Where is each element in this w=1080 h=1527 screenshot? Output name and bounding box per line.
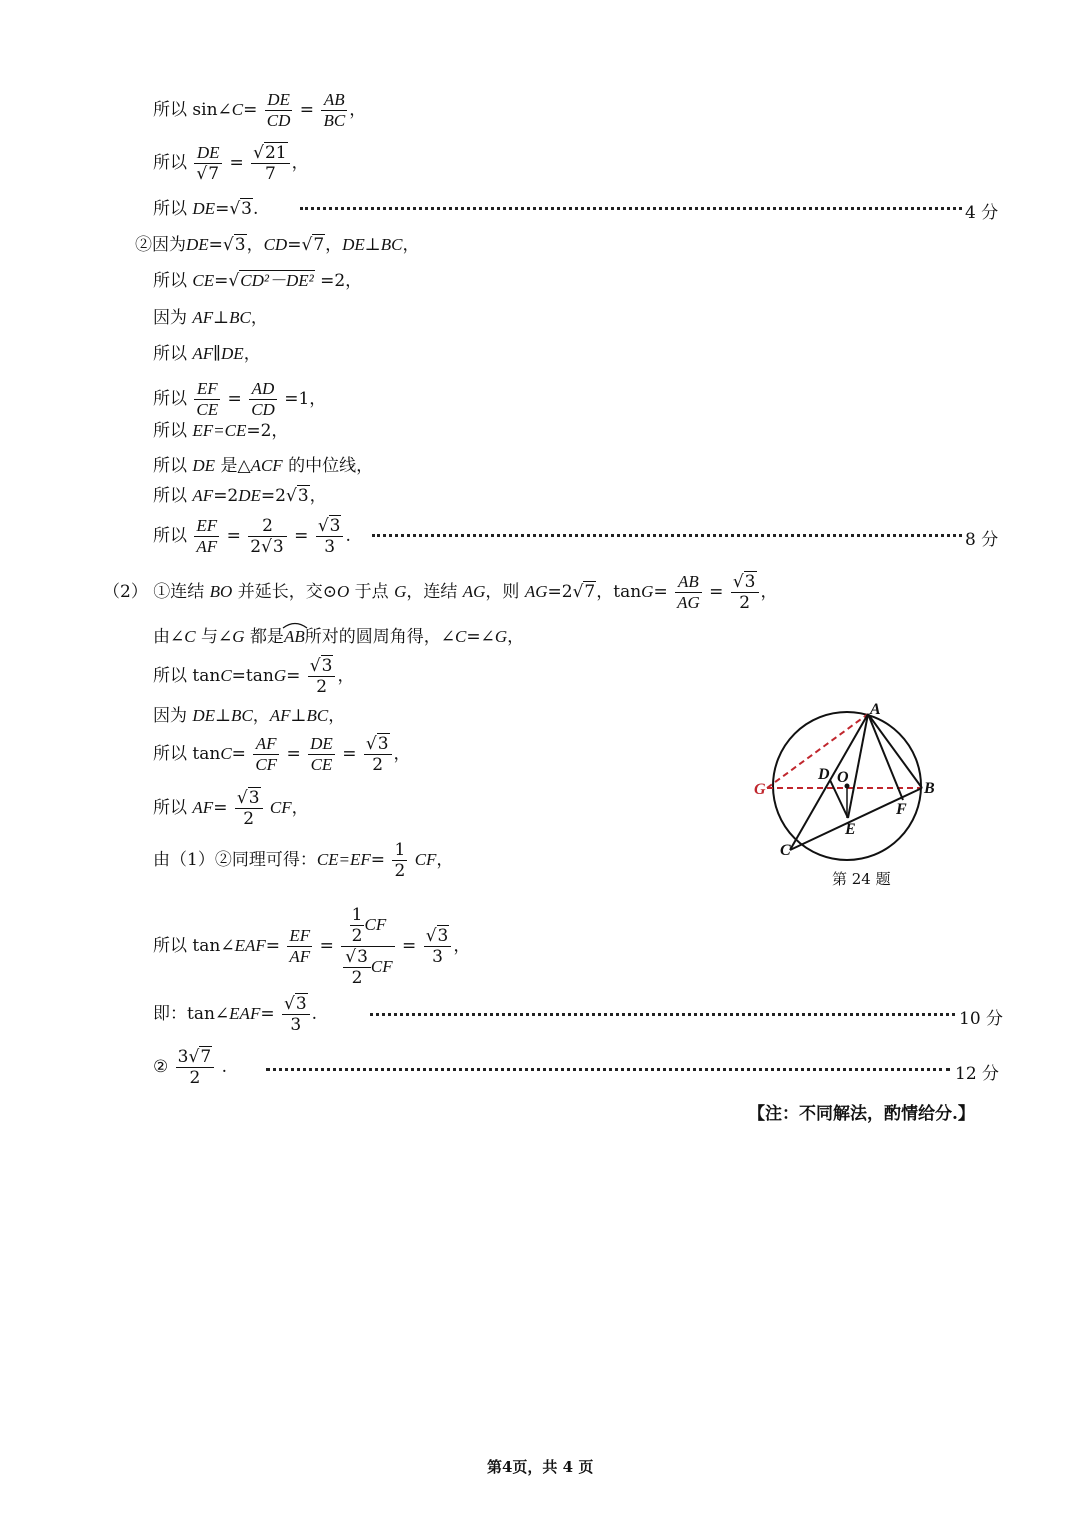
fraction bbox=[424, 926, 452, 967]
var: DE bbox=[186, 235, 209, 254]
line-12 bbox=[153, 516, 351, 557]
line-5 bbox=[153, 270, 362, 292]
radicand: 3 bbox=[437, 926, 449, 946]
radicand: 3 bbox=[248, 788, 260, 808]
var: DE bbox=[192, 199, 216, 218]
numerator bbox=[176, 1047, 215, 1068]
radicand: 3 bbox=[295, 994, 307, 1014]
sqrt: √3 bbox=[236, 788, 260, 808]
text: =tan bbox=[231, 666, 274, 686]
var: EAF bbox=[234, 936, 266, 955]
denominator: 3 bbox=[324, 537, 336, 557]
denominator: CD bbox=[266, 111, 291, 130]
var: G bbox=[232, 627, 245, 646]
expr: DE⊥BC bbox=[342, 235, 403, 254]
radicand: 7 bbox=[208, 164, 220, 184]
fraction bbox=[249, 379, 277, 420]
var: CF bbox=[370, 957, 393, 976]
text: 所以 sin∠ bbox=[153, 100, 232, 120]
eq: = bbox=[319, 936, 334, 956]
numerator: EF bbox=[196, 516, 218, 535]
expr: AF∥DE bbox=[192, 344, 244, 363]
numerator bbox=[235, 788, 263, 809]
radicand: 21 bbox=[264, 143, 287, 163]
eq: = bbox=[286, 744, 301, 764]
fraction bbox=[194, 516, 219, 557]
score-10: 10 分 bbox=[959, 1009, 1004, 1029]
radicand: 3 bbox=[744, 572, 756, 592]
text: 因为 bbox=[153, 706, 187, 726]
text: =2 bbox=[213, 486, 239, 506]
denominator: CD bbox=[251, 400, 275, 419]
fraction bbox=[321, 90, 347, 131]
text: 所以 bbox=[153, 344, 187, 364]
line-8 bbox=[153, 379, 326, 420]
eq: = bbox=[286, 666, 301, 686]
denominator: 7 bbox=[264, 164, 276, 184]
eq: = bbox=[370, 850, 386, 870]
expr: AF⊥BC bbox=[192, 308, 251, 327]
fraction bbox=[350, 905, 365, 946]
eq: = bbox=[215, 199, 230, 219]
line-6 bbox=[153, 307, 268, 329]
fraction bbox=[343, 947, 371, 988]
punct: ， bbox=[309, 486, 327, 506]
text: ② bbox=[153, 1057, 169, 1077]
punct: ， bbox=[252, 706, 270, 726]
eq: = bbox=[231, 744, 246, 764]
denominator bbox=[248, 537, 287, 557]
text: ②因为 bbox=[135, 235, 186, 255]
complex-fraction bbox=[341, 905, 394, 988]
radicand: 3 bbox=[297, 486, 309, 506]
geometry-figure bbox=[748, 700, 948, 866]
line-15 bbox=[153, 656, 354, 697]
punct: . bbox=[345, 526, 351, 546]
radicand: 7 bbox=[584, 582, 596, 602]
fraction bbox=[235, 788, 263, 829]
sqrt: √3 bbox=[222, 235, 246, 255]
punct: ， bbox=[337, 666, 355, 686]
var: C bbox=[231, 100, 244, 119]
eq: = bbox=[208, 235, 223, 255]
text: 所以 bbox=[153, 199, 187, 219]
numerator bbox=[251, 143, 289, 164]
numerator: AB bbox=[321, 90, 347, 111]
line-19 bbox=[153, 840, 453, 881]
denominator: CE bbox=[196, 400, 219, 419]
score-12: 12 分 bbox=[955, 1064, 1000, 1084]
text: 所以 tan bbox=[153, 666, 221, 686]
eq: = bbox=[226, 526, 241, 546]
text: ①连结 bbox=[153, 582, 205, 602]
punct: ， bbox=[760, 582, 778, 602]
var: EAF bbox=[229, 1004, 261, 1023]
punct: ， bbox=[349, 100, 367, 120]
numerator: AD bbox=[249, 379, 277, 400]
punct: . bbox=[221, 1057, 227, 1077]
line-11 bbox=[153, 485, 327, 507]
denominator: CE bbox=[310, 755, 333, 774]
denominator: BC bbox=[323, 111, 346, 130]
text: 所对的圆周角得，∠ bbox=[304, 627, 455, 647]
sqrt: √3 bbox=[229, 199, 252, 219]
numerator bbox=[424, 926, 452, 947]
punct: . bbox=[311, 1004, 318, 1024]
numerator bbox=[282, 994, 310, 1015]
var: O bbox=[336, 582, 350, 601]
var: AF bbox=[192, 798, 214, 817]
line-17 bbox=[153, 734, 411, 775]
text: ，tan bbox=[596, 582, 642, 602]
numerator bbox=[308, 656, 336, 677]
denominator: AG bbox=[677, 593, 700, 612]
denominator: AF bbox=[289, 947, 311, 966]
radicand: 7 bbox=[313, 235, 325, 255]
denominator: 2 bbox=[351, 968, 363, 988]
numerator: AF bbox=[253, 734, 279, 755]
text: 所以 bbox=[153, 798, 187, 818]
var: C bbox=[184, 627, 196, 646]
line-22 bbox=[153, 1047, 227, 1088]
line-18 bbox=[153, 788, 309, 829]
fraction bbox=[731, 572, 759, 613]
text: =∠ bbox=[466, 627, 495, 647]
punct: ， bbox=[328, 706, 346, 726]
sqrt: √3 bbox=[309, 656, 333, 676]
numerator bbox=[343, 947, 371, 968]
var: AF bbox=[192, 486, 214, 505]
eq: = bbox=[653, 582, 668, 602]
var: DE bbox=[192, 456, 216, 475]
line-1 bbox=[153, 90, 366, 131]
radicand: 3 bbox=[329, 516, 341, 536]
eq: = bbox=[229, 153, 244, 173]
sqrt: √7 bbox=[572, 582, 596, 602]
denominator: 2 bbox=[351, 926, 363, 946]
numerator bbox=[731, 572, 759, 593]
sqrt: √7 bbox=[301, 235, 325, 255]
punct: ， bbox=[243, 344, 261, 364]
eq: = bbox=[243, 100, 258, 120]
numerator: AB bbox=[675, 572, 702, 593]
arc-mark bbox=[282, 621, 308, 629]
numerator: 2 bbox=[248, 516, 287, 537]
eq: = bbox=[227, 389, 242, 409]
text: =2， bbox=[246, 421, 289, 441]
fraction bbox=[675, 572, 702, 613]
text: 所以 bbox=[153, 271, 187, 291]
line-3 bbox=[153, 198, 258, 220]
numerator: DE bbox=[265, 90, 293, 111]
expr: CE=EF bbox=[316, 850, 371, 869]
sqrt: √3 bbox=[345, 947, 368, 967]
var: CF bbox=[364, 915, 387, 934]
fraction bbox=[253, 734, 279, 775]
line-21 bbox=[153, 994, 317, 1035]
line-20 bbox=[153, 905, 470, 988]
sqrt: √3 bbox=[317, 516, 341, 536]
sqrt: √21 bbox=[253, 143, 287, 163]
label-f: F bbox=[896, 801, 907, 818]
numerator bbox=[316, 516, 344, 537]
sqrt: √7 bbox=[188, 1047, 212, 1067]
fraction bbox=[308, 656, 336, 697]
text: 由（1）②同理可得： bbox=[153, 850, 317, 870]
denominator bbox=[341, 947, 394, 988]
label-d: D bbox=[818, 766, 830, 783]
fraction bbox=[392, 840, 407, 881]
text: 的中位线， bbox=[288, 456, 374, 476]
line-9 bbox=[153, 420, 288, 442]
eq: = bbox=[402, 936, 417, 956]
sqrt: √7 bbox=[196, 164, 220, 184]
eq: = bbox=[213, 798, 228, 818]
punct: ， bbox=[325, 235, 343, 255]
var: G bbox=[641, 582, 654, 601]
numerator: DE bbox=[194, 143, 222, 164]
numerator: EF bbox=[194, 379, 220, 400]
text: 因为 bbox=[153, 308, 187, 328]
punct: ， bbox=[246, 235, 264, 255]
punct: ， bbox=[453, 936, 471, 956]
label-a: A bbox=[870, 701, 881, 718]
punct: ， bbox=[291, 798, 309, 818]
line-13 bbox=[103, 572, 778, 613]
sqrt: √CD²－DE² bbox=[228, 271, 314, 291]
text: 所以 tan bbox=[153, 744, 221, 764]
var: CF bbox=[414, 850, 437, 869]
text: 与∠ bbox=[201, 627, 233, 647]
radicand: CD²－DE² bbox=[240, 271, 314, 290]
fraction bbox=[364, 734, 392, 775]
expr: DE⊥BC bbox=[192, 706, 253, 725]
fraction bbox=[251, 143, 289, 184]
line-10 bbox=[153, 455, 373, 477]
numerator: DE bbox=[310, 734, 333, 753]
text: 于点 bbox=[354, 582, 389, 602]
segment-af bbox=[868, 714, 903, 800]
line-14 bbox=[153, 626, 524, 648]
fraction bbox=[316, 516, 344, 557]
dotted-leader bbox=[300, 207, 962, 210]
fraction bbox=[308, 734, 335, 775]
fraction bbox=[282, 994, 310, 1035]
numerator: EF bbox=[289, 926, 311, 945]
numerator bbox=[364, 734, 392, 755]
var: G bbox=[273, 666, 287, 685]
dotted-leader bbox=[372, 534, 962, 537]
var: DE bbox=[238, 486, 261, 505]
coef: 2 bbox=[250, 537, 262, 557]
sqrt: √3 bbox=[283, 994, 307, 1014]
numerator bbox=[341, 905, 394, 947]
text: =2 bbox=[260, 486, 286, 506]
line-7 bbox=[153, 343, 261, 365]
part-label: （2） bbox=[103, 582, 148, 602]
eq: = bbox=[294, 526, 309, 546]
denominator: 2 bbox=[372, 755, 384, 775]
fraction bbox=[287, 926, 312, 967]
var: CF bbox=[269, 798, 292, 817]
denominator: 2 bbox=[316, 677, 328, 697]
punct: . bbox=[253, 199, 259, 219]
text: 由∠ bbox=[153, 627, 185, 647]
radicand: 3 bbox=[321, 656, 333, 676]
radicand: 3 bbox=[377, 734, 389, 754]
var: G bbox=[494, 627, 508, 646]
denominator bbox=[194, 164, 222, 184]
denominator: 2 bbox=[394, 861, 406, 881]
eq: = bbox=[260, 1004, 275, 1024]
text: 所以 tan∠ bbox=[153, 936, 235, 956]
radicand: 3 bbox=[234, 235, 246, 255]
fraction bbox=[176, 1047, 215, 1088]
eq: = bbox=[265, 936, 280, 956]
text: ，连结 bbox=[406, 582, 458, 602]
text: 都是 bbox=[249, 627, 284, 647]
radicand: 3 bbox=[241, 199, 252, 219]
var: AG bbox=[524, 582, 548, 601]
label-o: O bbox=[837, 769, 849, 786]
coef: 3 bbox=[177, 1047, 189, 1067]
numerator: 1 bbox=[394, 840, 406, 860]
text: 所以 bbox=[153, 421, 187, 441]
punct: ， bbox=[291, 153, 309, 173]
var: AG bbox=[462, 582, 486, 601]
text: 即：tan∠ bbox=[153, 1004, 230, 1024]
text: =2 bbox=[547, 582, 573, 602]
expr: EF=CE bbox=[192, 421, 247, 440]
text: 是△ bbox=[220, 456, 251, 476]
eq: = bbox=[709, 582, 724, 602]
var: C bbox=[454, 627, 467, 646]
text: =1， bbox=[284, 389, 327, 409]
text: 所以 bbox=[153, 526, 187, 546]
label-c: C bbox=[780, 842, 791, 859]
text: 并延长，交⊙ bbox=[237, 582, 337, 602]
fraction bbox=[194, 143, 222, 184]
var: C bbox=[220, 744, 232, 763]
fraction bbox=[248, 516, 287, 557]
sqrt: √3 bbox=[425, 926, 449, 946]
punct: ， bbox=[436, 850, 454, 870]
expr: AF⊥BC bbox=[269, 706, 329, 725]
line-16 bbox=[153, 705, 345, 727]
text: ，则 bbox=[485, 582, 520, 602]
sqrt: √3 bbox=[732, 572, 756, 592]
line-4 bbox=[135, 234, 420, 256]
text: 所以 bbox=[153, 389, 187, 409]
text: 所以 bbox=[153, 486, 187, 506]
arc-ab bbox=[284, 626, 305, 648]
var: CD bbox=[263, 235, 288, 254]
numerator: 1 bbox=[351, 905, 363, 925]
denominator: AF bbox=[196, 537, 218, 556]
dotted-leader bbox=[266, 1068, 950, 1071]
label-e: E bbox=[845, 821, 856, 838]
radicand: 3 bbox=[357, 947, 368, 967]
label-g: G bbox=[754, 781, 766, 798]
dotted-leader bbox=[370, 1013, 955, 1016]
eq: = bbox=[299, 100, 315, 120]
var: CE bbox=[192, 271, 215, 290]
text: 所以 bbox=[153, 456, 187, 476]
arc-label: AB bbox=[283, 627, 305, 646]
text: =2， bbox=[320, 271, 363, 291]
label-b: B bbox=[924, 780, 935, 797]
denominator: 2 bbox=[739, 593, 751, 613]
eq: = bbox=[342, 744, 357, 764]
grading-note: 【注：不同解法，酌情给分.】 bbox=[748, 1104, 975, 1124]
segment-ab bbox=[868, 714, 922, 788]
punct: ， bbox=[393, 744, 411, 764]
eq: = bbox=[287, 235, 302, 255]
denominator: 3 bbox=[432, 947, 443, 967]
radicand: 7 bbox=[200, 1047, 212, 1067]
score-8: 8 分 bbox=[965, 530, 999, 550]
sqrt: √3 bbox=[365, 734, 389, 754]
var: BO bbox=[209, 582, 233, 601]
fraction bbox=[265, 90, 293, 131]
sqrt: √3 bbox=[285, 486, 309, 506]
punct: ， bbox=[402, 235, 420, 255]
var: ACF bbox=[250, 456, 283, 475]
radicand: 3 bbox=[272, 537, 284, 557]
line-2 bbox=[153, 143, 309, 184]
page-footer: 第4页，共 4 页 bbox=[487, 1458, 594, 1476]
var: G bbox=[394, 582, 407, 601]
eq: = bbox=[214, 271, 229, 291]
fraction bbox=[194, 379, 220, 420]
sqrt: √3 bbox=[261, 537, 284, 557]
var: C bbox=[220, 666, 232, 685]
denominator: 2 bbox=[243, 809, 255, 829]
denominator: CF bbox=[255, 755, 278, 774]
score-4: 4 分 bbox=[965, 203, 999, 223]
figure-caption: 第 24 题 bbox=[832, 870, 891, 888]
punct: ， bbox=[250, 308, 268, 328]
denominator: 2 bbox=[189, 1068, 201, 1088]
text: 所以 bbox=[153, 153, 187, 173]
punct: ， bbox=[507, 627, 525, 647]
denominator: 3 bbox=[290, 1015, 302, 1035]
